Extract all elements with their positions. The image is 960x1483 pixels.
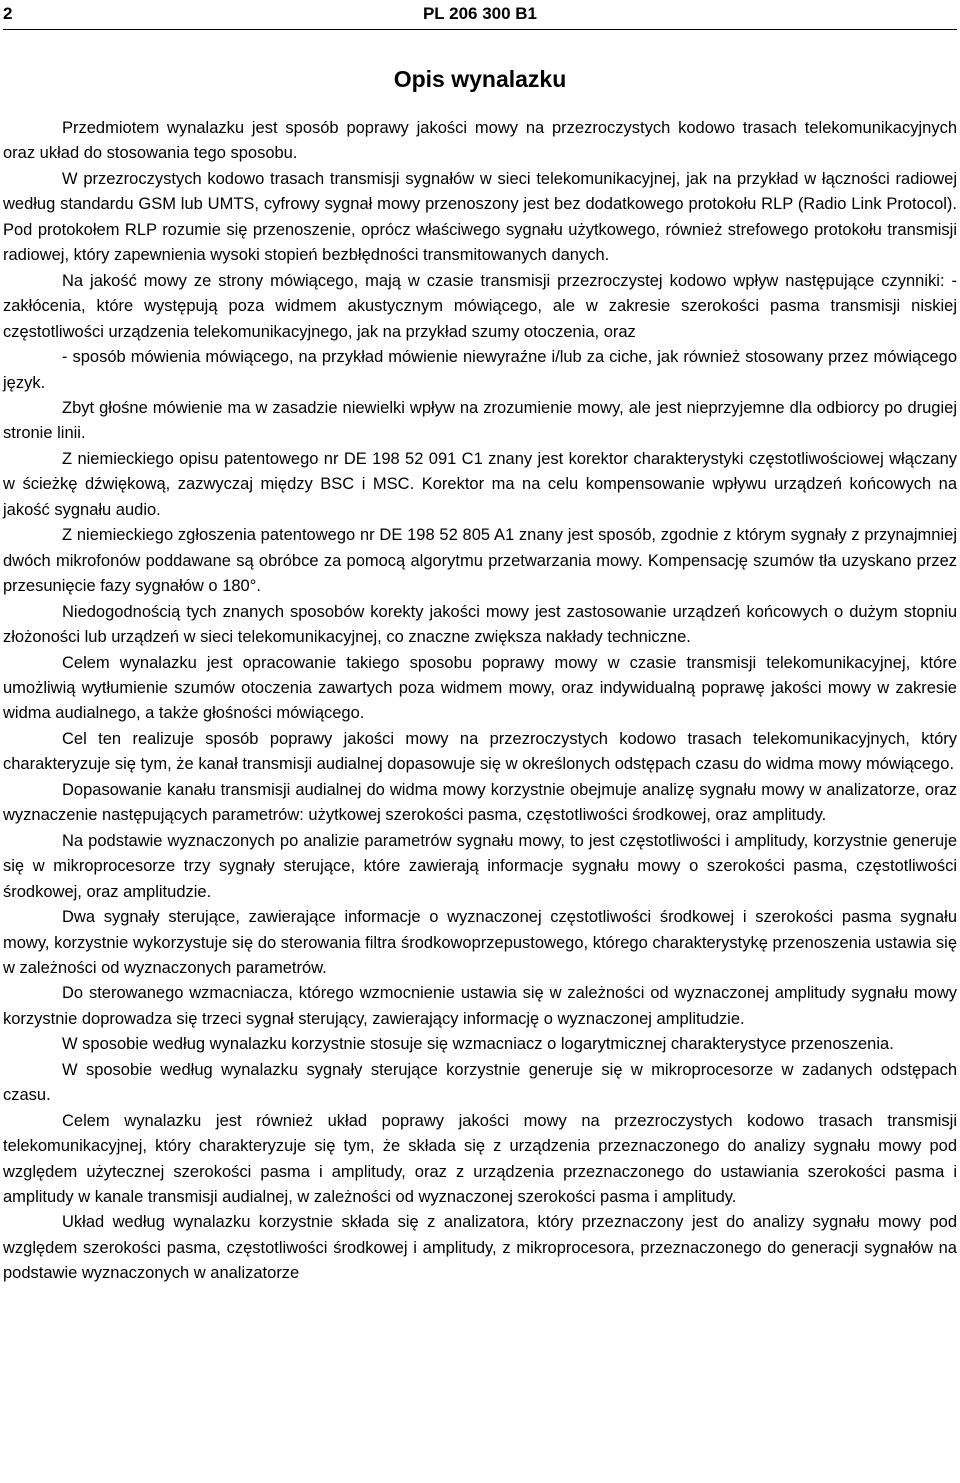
page-number: 2 (3, 4, 13, 23)
paragraph: Na jakość mowy ze strony mówiącego, mają w czasie transmisji przezroczystej kodowo wpływ następujące czynniki: - zakłócenia, które występują poza widmem akustycznym mówiącego, ale w zakresie szerokości pasma transmisji niskiej częstotliwości urządzenia telekomunikacyjnego, jak na przykład szumy otoczenia, oraz (3, 271, 957, 341)
paragraph: Zbyt głośne mówienie ma w zasadzie niewielki wpływ na zrozumienie mowy, ale jest nieprzyjemne dla odbiorcy po drugiej stronie linii. (3, 398, 957, 443)
paragraph: Układ według wynalazku korzystnie składa się z analizatora, który przeznaczony jest do analizy sygnału mowy pod względem szerokości pasma, częstotliwości środkowej i amplitudy, z mikroprocesora, przeznaczonego do generacji sygnałów na podstawie wyznaczonych w analizatorze (3, 1213, 957, 1283)
paragraph: Z niemieckiego zgłoszenia patentowego nr DE 198 52 805 A1 znany jest sposób, zgodnie z którym sygnały z przynajmniej dwóch mikrofonów poddawane są obróbce za pomocą algorytmu przetwarzania mowy. Kompensację szumów tła uzyskano przez przesunięcie fazy sygnałów o 180°. (3, 526, 957, 596)
paragraph: W przezroczystych kodowo trasach transmisji sygnałów w sieci telekomunikacyjnej, jak na przykład w łączności radiowej według standardu GSM lub UMTS, cyfrowy sygnał mowy przenoszony jest bez dodatkowego protokołu RLP (Radio Link Protocol). Pod protokołem RLP rozumie się przenoszenie, oprócz właściwego sygnału użytkowego, również strefowego protokołu transmisji radiowej, który zapewnienia wysoki stopień bezbłędności transmitowanych danych. (3, 169, 957, 265)
document-title: Opis wynalazku (393, 66, 567, 92)
paragraph: - sposób mówienia mówiącego, na przykład mówienie niewyraźne i/lub za ciche, jak również stosowany przez mówiącego język. (3, 348, 957, 392)
paragraph: W sposobie według wynalazku korzystnie stosuje się wzmacniacz o logarytmicznej charakterystyce przenoszenia. (62, 1035, 894, 1054)
paragraph: Celem wynalazku jest również układ poprawy jakości mowy na przezroczystych kodowo trasach transmisji telekomunikacyjnej, który charakteryzuje się tym, że składa się z urządzenia przeznaczonego do analizy sygnału mowy pod względem użytecznej szerokości pasma i amplitudy, oraz z urządzenia przeznaczonego do ustawiania szerokości pasma i amplitudy w kanale transmisji audialnej, w zależności od wyznaczonej szerokości pasma i amplitudy. (3, 1111, 957, 1207)
document-id: PL 206 300 B1 (422, 4, 538, 23)
paragraph: Dopasowanie kanału transmisji audialnej do widma mowy korzystnie obejmuje analizę sygnału mowy w analizatorze, oraz wyznaczenie następujących parametrów: użytkowej szerokości pasma, częstotliwości środkowej, oraz amplitudy. (3, 780, 957, 825)
paragraph: Cel ten realizuje sposób poprawy jakości mowy na przezroczystych kodowo trasach telekomunikacyjnych, który charakteryzuje się tym, że kanał transmisji audialnej dopasowuje się w określonych odstępach czasu do widma mowy mówiącego. (3, 729, 957, 774)
paragraph: Celem wynalazku jest opracowanie takiego sposobu poprawy mowy w czasie transmisji telekomunikacyjnej, które umożliwią wytłumienie szumów otoczenia zawartych poza widmem mowy, oraz indywidualną poprawę jakości mowy w zakresie widma audialnego, a także głośności mówiącego. (3, 653, 957, 723)
paragraph: Do sterowanego wzmacniacza, którego wzmocnienie ustawia się w zależności od wyznaczonej amplitudy sygnału mowy korzystnie doprowadza się trzeci sygnał sterujący, zawierający informację o wyznaczonej amplitudzie. (3, 984, 957, 1028)
paragraph: Przedmiotem wynalazku jest sposób poprawy jakości mowy na przezroczystych kodowo trasach telekomunikacyjnych oraz układ do stosowania tego sposobu. (3, 119, 957, 163)
paragraph: Dwa sygnały sterujące, zawierające informacje o wyznaczonej częstotliwości środkowej i szerokości pasma sygnału mowy, korzystnie wykorzystuje się do sterowania filtra środkowoprzepustowego, którego charakterystykę przenoszenia ustawia się w zależności od wyznaczonych parametrów. (3, 908, 957, 977)
paragraph: Niedogodnością tych znanych sposobów korekty jakości mowy jest zastosowanie urządzeń końcowych o dużym stopniu złożoności lub urządzeń w sieci telekomunikacyjnej, co znaczne zwiększa nakłady techniczne. (3, 602, 957, 647)
paragraph: W sposobie według wynalazku sygnały sterujące korzystnie generuje się w mikroprocesorze w zadanych odstępach czasu. (3, 1060, 957, 1105)
page-header (3, 4, 957, 26)
header-divider (3, 29, 957, 30)
paragraph: Na podstawie wyznaczonych po analizie parametrów sygnału mowy, to jest częstotliwości i amplitudy, korzystnie generuje się w mikroprocesorze trzy sygnały sterujące, które zawierają informacje sygnału mowy o szerokości pasma, częstotliwości środkowej, oraz amplitudzie. (3, 831, 957, 901)
document-body (3, 116, 957, 1287)
paragraph: Z niemieckiego opisu patentowego nr DE 198 52 091 C1 znany jest korektor charakterystyki częstotliwościowej włączany w ścieżkę dźwiękową, zazwyczaj między BSC i MSC. Korektor ma na celu kompensowanie wpływu urządzeń końcowych na jakość sygnału audio. (3, 449, 957, 519)
